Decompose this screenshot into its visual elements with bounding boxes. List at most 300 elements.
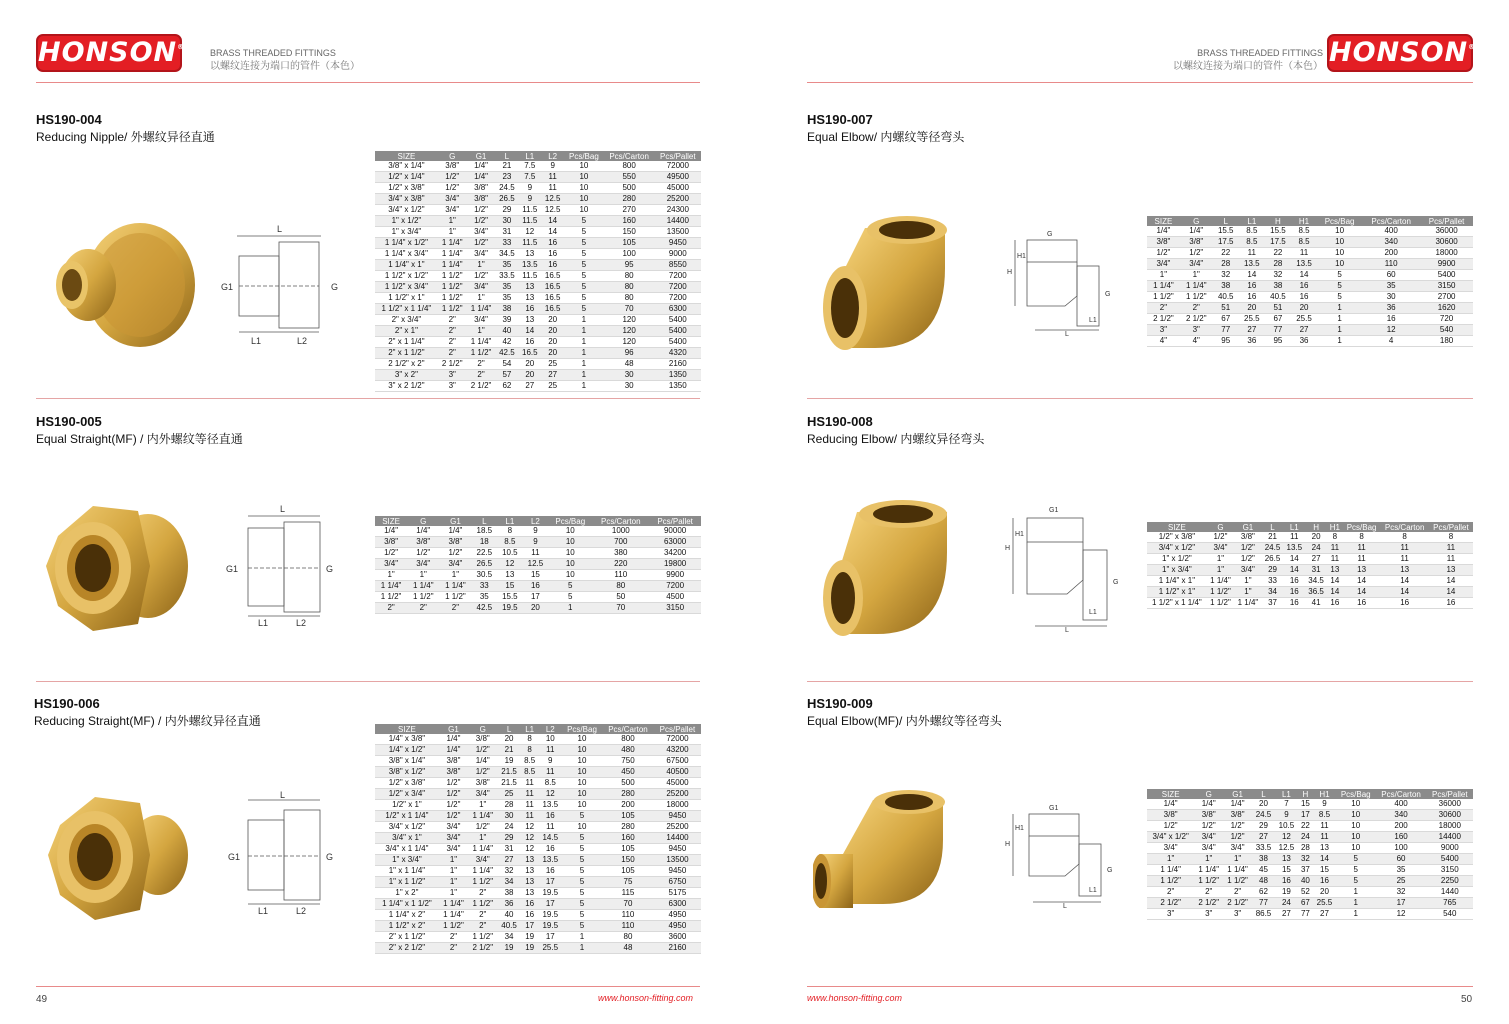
table-cell: 1 1/4" [407,581,439,592]
table-cell: 1 1/2" x 3/4" [375,282,438,293]
table-cell: 1" [467,326,496,337]
table-cell: 67 [1265,314,1291,325]
table-cell: 1/2" [1223,821,1252,832]
header-divider [36,82,700,83]
table-cell: 12.5 [541,205,564,216]
table-cell: 11 [541,183,564,194]
page-number: 49 [36,994,48,1005]
table-cell: 3/8" [468,734,497,745]
table-cell: 13 [1275,854,1298,865]
table-cell: 5 [1317,270,1362,281]
table-cell: 3/8" [439,756,468,767]
table-cell: 13 [1343,565,1381,576]
table-row [1147,565,1473,576]
table-row [375,559,701,570]
table-cell: 16.5 [541,271,564,282]
table-cell: 500 [602,778,654,789]
table-row [1147,576,1473,587]
table-cell: 16 [521,910,539,921]
table-cell: 72000 [654,734,701,745]
table-cell: 2" [407,603,439,614]
table-cell: 10 [1336,821,1376,832]
table-cell: 1 1/4" [1207,576,1234,587]
table-cell: 1 1/4" [467,304,496,315]
table-cell: 34200 [649,548,701,559]
column-header: L1 [518,151,541,161]
table-cell: 20 [497,734,520,745]
table-cell: 2" [438,348,467,359]
table-cell: 13 [497,570,523,581]
table-cell: 30.5 [472,570,498,581]
table-cell: 1" [1234,587,1261,598]
table-row [375,778,701,789]
table-row [1147,292,1473,303]
website-link[interactable]: www.honson-fitting.com [598,993,694,1003]
table-cell: 27 [1291,325,1317,336]
table-cell: 1" [467,260,496,271]
dim-label-G1: G1 [226,564,239,574]
table-header-row [1147,522,1473,532]
product-name: Equal Elbow/ 内螺纹等径弯头 [807,130,965,144]
table-cell: 9450 [654,844,701,855]
column-header: Pcs/Carton [1362,216,1420,226]
product-name: Equal Elbow(MF)/ 内外螺纹等径弯头 [807,714,1002,728]
table-cell: 90000 [649,526,701,537]
table-cell: 1/2" [1180,248,1213,259]
table-cell: 8.5 [1239,226,1265,237]
product-name: Reducing Elbow/ 内螺纹异径弯头 [807,432,985,446]
table-row [1147,799,1473,810]
table-cell: 10 [1317,259,1362,270]
table-cell: 2" [468,910,497,921]
table-cell: 48 [604,359,655,370]
table-cell: 19 [497,943,520,954]
column-header: Pcs/Pallet [649,516,701,526]
column-header: H [1298,789,1313,799]
table-cell: 5175 [654,888,701,899]
table-cell: 1" x 3/4" [375,855,439,866]
table-cell: 26.5 [1262,554,1284,565]
table-row [1147,336,1473,347]
table-cell: 160 [1376,832,1427,843]
column-header: G [1194,789,1223,799]
table-cell: 12 [497,559,523,570]
technical-drawing [1005,504,1125,639]
table-cell: 1/2" [1223,832,1252,843]
column-header: G1 [439,724,468,734]
table-cell: 19 [497,756,520,767]
table-cell: 23 [495,172,518,183]
table-cell: 16 [518,304,541,315]
table-cell: 15 [497,581,523,592]
table-cell: 12 [539,789,562,800]
table-cell: 1 1/4" x 3/4" [375,249,438,260]
table-cell: 39 [495,315,518,326]
table-cell: 77 [1213,325,1239,336]
dim-label-H: H [1007,269,1013,276]
table-cell: 3/4" [467,249,496,260]
table-cell: 24 [1305,543,1327,554]
table-cell: 20 [1239,303,1265,314]
column-header: G1 [439,516,471,526]
table-cell: 1/2" [468,767,497,778]
table-row [375,526,701,537]
table-cell: 30600 [1427,810,1473,821]
table-cell: 2" x 2 1/2" [375,943,439,954]
column-header: SIZE [375,151,438,161]
table-cell: 16 [1283,587,1305,598]
table-cell: 110 [602,910,654,921]
table-cell: 1350 [655,370,701,381]
table-cell: 1 1/4" [438,238,467,249]
column-header: Pcs/Pallet [654,724,701,734]
table-cell: 19.5 [539,910,562,921]
table-cell: 3/8" x 1/2" [375,767,439,778]
table-cell: 11.5 [518,238,541,249]
table-row [375,537,701,548]
table-cell: 16 [1327,598,1343,609]
product-photo-reducing-elbow [817,494,977,659]
table-cell: 540 [1420,325,1473,336]
table-cell: 1 1/2" [1147,876,1194,887]
table-cell: 7.5 [518,161,541,172]
table-cell: 36 [497,899,520,910]
spec-table-hs190-008 [1147,522,1473,609]
table-cell: 22 [1298,821,1313,832]
table-cell: 1 [564,337,604,348]
footer-divider [36,986,700,987]
table-cell: 7200 [649,581,701,592]
table-cell: 3/8" [1223,810,1252,821]
table-cell: 10.5 [1275,821,1298,832]
table-cell: 25 [541,359,564,370]
table-cell: 5 [564,260,604,271]
table-cell: 200 [602,800,654,811]
table-cell: 14.5 [539,833,562,844]
table-row [375,381,701,392]
table-cell: 2" x 1 1/2" [375,348,438,359]
table-cell: 7.5 [518,172,541,183]
table-cell: 3/4" [1180,259,1213,270]
table-cell: 2 1/2" [1223,898,1252,909]
table-cell: 3/8" [438,161,467,172]
table-cell: 17 [1376,898,1427,909]
table-cell: 3/4" [468,855,497,866]
table-cell: 77 [1298,909,1313,920]
table-cell: 77 [1265,325,1291,336]
dim-label-L: L [280,504,286,514]
table-cell: 52 [1298,887,1313,898]
table-cell: 35 [1362,281,1420,292]
table-cell: 16 [539,866,562,877]
table-cell: 40 [495,326,518,337]
table-cell: 1/2" [1147,821,1194,832]
technical-drawing [222,502,362,637]
dim-label-G: G [326,852,334,862]
table-cell: 3/4" x 1/2" [375,205,438,216]
table-cell: 5400 [655,315,701,326]
table-cell: 36 [1362,303,1420,314]
header-title-en: BRASS THREADED FITTINGS [210,48,336,58]
table-cell: 1/2" [467,216,496,227]
table-cell: 21 [1262,532,1284,543]
table-cell: 3/4" [407,559,439,570]
table-cell: 3" [438,381,467,392]
table-cell: 25 [1376,876,1427,887]
table-cell: 1/2" [1207,532,1234,543]
table-cell: 105 [604,238,655,249]
table-cell: 380 [592,548,649,559]
table-row [375,734,701,745]
table-cell: 37 [1262,598,1284,609]
table-cell: 10 [562,800,602,811]
table-cell: 27 [518,381,541,392]
table-cell: 4" [1180,336,1213,347]
table-cell: 3/4" [1194,843,1223,854]
table-cell: 3" [1180,325,1213,336]
table-cell: 2 1/2" [467,381,496,392]
table-cell: 1 1/2" [438,304,467,315]
table-cell: 1" [1223,854,1252,865]
table-row [375,227,701,238]
table-cell: 67 [1298,898,1313,909]
table-cell: 5 [562,888,602,899]
header-title-cn: 以螺纹连接为端口的管件（本色） [210,61,360,72]
table-cell: 1 [548,603,592,614]
table-cell: 340 [1376,810,1427,821]
table-cell: 1 [564,370,604,381]
table-cell: 27 [1252,832,1275,843]
table-cell: 180 [1420,336,1473,347]
table-cell: 1 1/2" x 2" [375,921,439,932]
table-cell: 120 [604,326,655,337]
table-cell: 3/4" [1207,543,1234,554]
column-header: L [1213,216,1239,226]
table-cell: 33.5 [495,271,518,282]
table-cell: 1/2" [467,205,496,216]
table-cell: 8 [1380,532,1428,543]
table-cell: 3/4" [467,227,496,238]
table-cell: 50 [592,592,649,603]
table-cell: 75 [602,877,654,888]
table-cell: 20 [523,603,549,614]
table-cell: 4320 [655,348,701,359]
table-cell: 1 [564,348,604,359]
table-cell: 17 [539,932,562,943]
table-row [375,910,701,921]
table-cell: 43200 [654,745,701,756]
column-header: L1 [521,724,539,734]
table-cell: 9 [539,756,562,767]
table-cell: 110 [602,921,654,932]
table-cell: 15.5 [497,592,523,603]
table-cell: 8.5 [521,756,539,767]
table-cell: 5 [1336,876,1376,887]
table-cell: 11.5 [518,205,541,216]
column-header: Pcs/Pallet [1427,789,1473,799]
table-cell: 62 [1252,887,1275,898]
table-cell: 1 [1336,909,1376,920]
product-code: HS190-004 [36,112,102,127]
page-number: 50 [1461,994,1473,1005]
table-header-row [375,516,701,526]
table-cell: 48 [1252,876,1275,887]
dim-label-L1: L1 [258,906,269,916]
column-header: G1 [1223,789,1252,799]
table-row [1147,226,1473,237]
table-cell: 105 [602,866,654,877]
dim-label-L2: L2 [296,618,307,628]
table-cell: 160 [604,216,655,227]
table-cell: 1 1/2" [468,877,497,888]
table-cell: 14 [1429,576,1473,587]
table-cell: 9000 [655,249,701,260]
table-cell: 3/8" [1147,237,1180,248]
table-cell: 34 [497,932,520,943]
table-cell: 9 [1313,799,1336,810]
table-cell: 17 [539,877,562,888]
table-row [1147,303,1473,314]
table-cell: 22 [1265,248,1291,259]
table-cell: 3/8" x 1/4" [375,161,438,172]
table-cell: 12 [1376,909,1427,920]
table-cell: 18.5 [472,526,498,537]
table-cell: 1/2" [439,548,471,559]
dim-label-G1: G1 [1049,507,1059,514]
table-cell: 33 [1262,576,1284,587]
table-cell: 5 [1317,292,1362,303]
table-cell: 14 [1343,576,1381,587]
table-cell: 1 1/2" [375,592,407,603]
column-header: Pcs/Pallet [1429,522,1473,532]
table-cell: 16 [1283,598,1305,609]
table-cell: 95 [1265,336,1291,347]
table-cell: 28 [1265,259,1291,270]
table-cell: 11 [539,745,562,756]
product-photo-reducing-straight [40,785,200,940]
column-header: G [438,151,467,161]
table-cell: 1/2" [1234,543,1261,554]
table-cell: 2 1/2" [1180,314,1213,325]
table-cell: 77 [1252,898,1275,909]
table-cell: 57 [495,370,518,381]
table-cell: 10 [564,183,604,194]
table-cell: 1/4" [1223,799,1252,810]
table-cell: 3/4" [467,315,496,326]
table-cell: 1 1/4" [438,249,467,260]
column-header: Pcs/Bag [1336,789,1376,799]
table-row [375,570,701,581]
table-cell: 13 [521,866,539,877]
table-cell: 36.5 [1305,587,1327,598]
table-row [375,548,701,559]
table-cell: 7200 [655,293,701,304]
table-cell: 86.5 [1252,909,1275,920]
table-cell: 72000 [655,161,701,172]
table-cell: 800 [604,161,655,172]
table-cell: 5400 [655,326,701,337]
table-cell: 1 1/4" x 1/2" [375,238,438,249]
table-cell: 29 [497,833,520,844]
table-cell: 150 [604,227,655,238]
section-divider [807,398,1473,399]
table-cell: 40.5 [497,921,520,932]
table-cell: 2" [439,943,468,954]
table-cell: 48 [602,943,654,954]
table-cell: 67 [1213,314,1239,325]
table-cell: 13.5 [539,800,562,811]
table-cell: 1 [1317,314,1362,325]
table-cell: 32 [1298,854,1313,865]
column-header: L [472,516,498,526]
table-cell: 11 [539,822,562,833]
table-row [375,161,701,172]
table-row [375,767,701,778]
product-name: Reducing Nipple/ 外螺纹异径直通 [36,130,215,144]
dim-label-G: G [1047,231,1053,238]
table-cell: 3" x 2" [375,370,438,381]
table-cell: 2160 [655,359,701,370]
table-cell: 1 1/2" [438,293,467,304]
table-cell: 67500 [654,756,701,767]
table-cell: 1 [1336,898,1376,909]
product-photo-reducing-nipple [40,210,200,365]
table-cell: 31 [495,227,518,238]
table-cell: 16 [1343,598,1381,609]
table-cell: 26.5 [495,194,518,205]
table-cell: 3/4" [1194,832,1223,843]
table-cell: 16 [1291,292,1317,303]
table-cell: 1/4" [467,172,496,183]
table-cell: 2" [468,888,497,899]
column-header: H [1265,216,1291,226]
table-row [375,811,701,822]
table-cell: 11 [539,767,562,778]
table-cell: 2" [467,359,496,370]
table-cell: 18000 [1427,821,1473,832]
table-cell: 3/8" [467,183,496,194]
table-cell: 105 [602,811,654,822]
left-page [0,0,754,1024]
table-cell: 18000 [1420,248,1473,259]
table-cell: 1" x 1/2" [1147,554,1207,565]
table-row [1147,270,1473,281]
table-row [375,337,701,348]
table-cell: 1 1/2" [439,592,471,603]
website-link[interactable]: www.honson-fitting.com [807,993,903,1003]
table-cell: 54 [495,359,518,370]
table-row [375,822,701,833]
table-cell: 1/2" x 3/8" [375,183,438,194]
brand-logo: HONSON® [1327,34,1473,72]
table-cell: 80 [604,271,655,282]
table-cell: 3/8" [439,767,468,778]
table-cell: 3/4" x 1/2" [1147,543,1207,554]
table-cell: 16 [539,844,562,855]
table-cell: 27 [1239,325,1265,336]
table-cell: 1 1/4" [375,581,407,592]
dim-label-L: L [1065,331,1069,336]
table-cell: 4 [1362,336,1420,347]
table-cell: 1 1/2" [439,921,468,932]
table-cell: 2" x 1 1/4" [375,337,438,348]
table-cell: 1" [439,877,468,888]
table-cell: 1/4" [1180,226,1213,237]
table-cell: 1 1/2" [1207,587,1234,598]
table-cell: 100 [604,249,655,260]
table-cell: 11.5 [518,216,541,227]
table-cell: 19.5 [539,921,562,932]
